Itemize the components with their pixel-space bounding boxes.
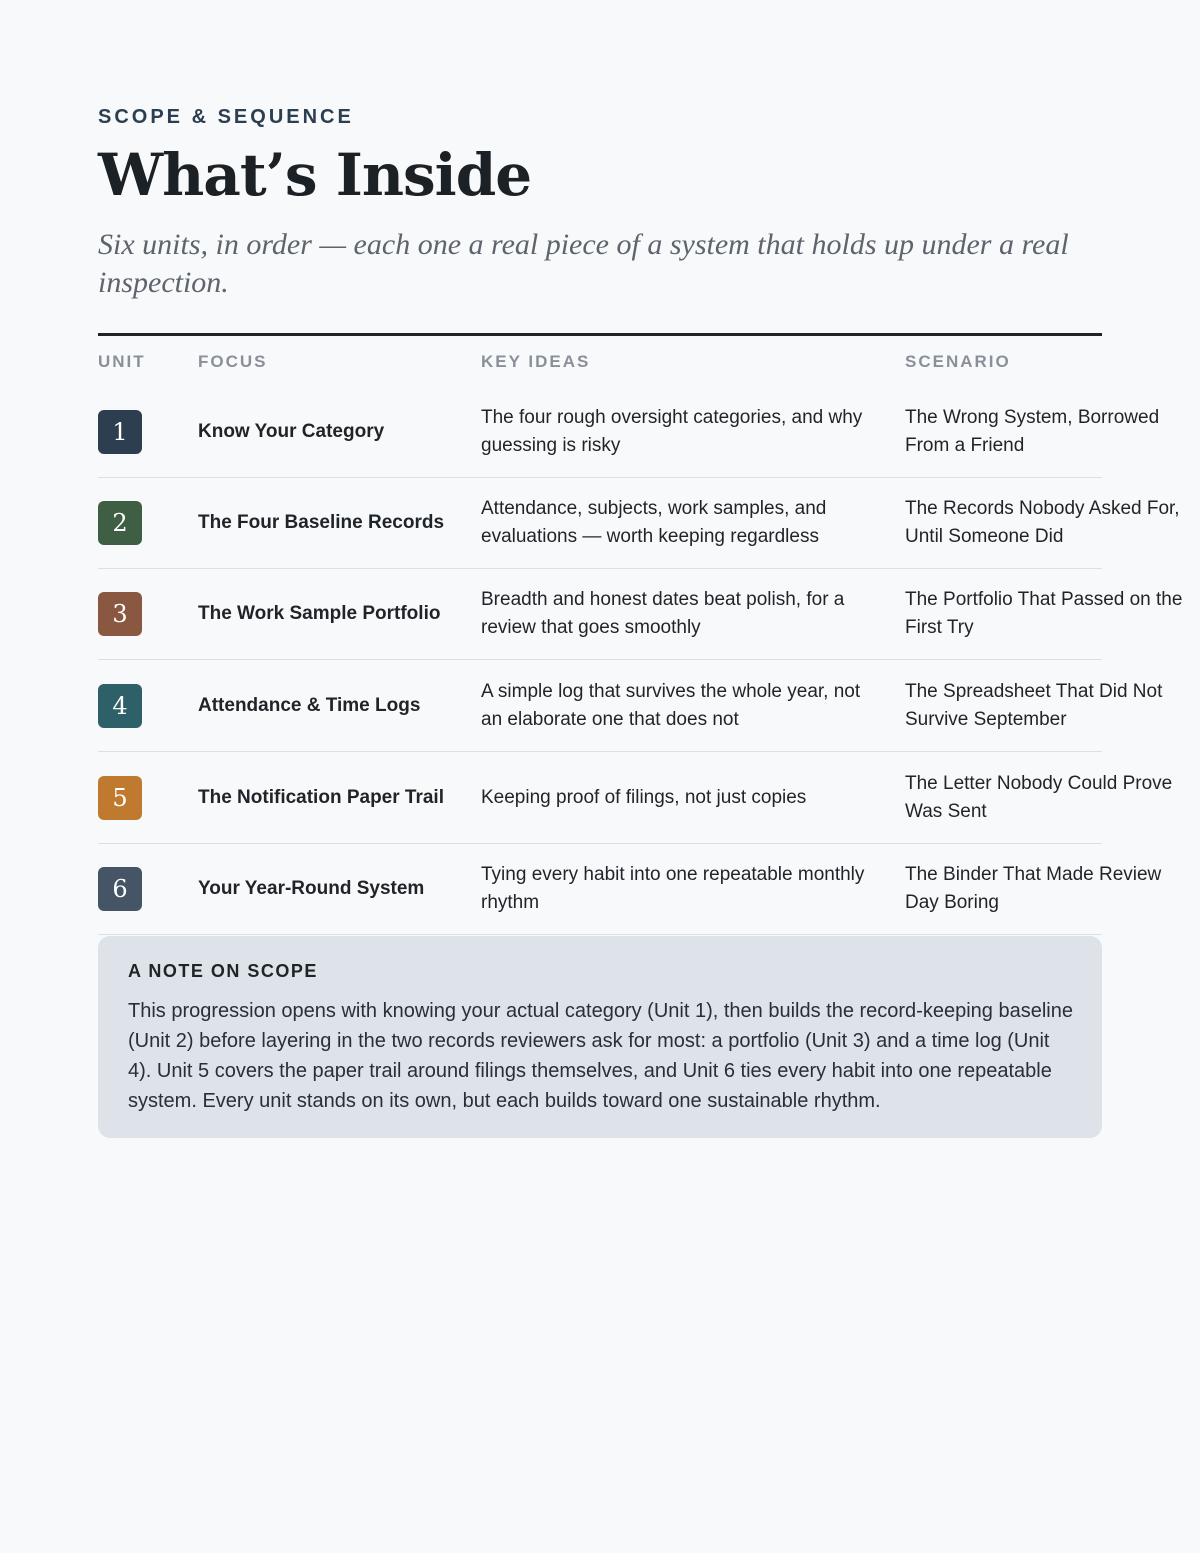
unit-number-badge: 5 <box>98 776 142 820</box>
unit-key-ideas: Tying every habit into one repeatable monthly rhythm <box>481 864 865 913</box>
table-row <box>98 387 1160 478</box>
unit-number-badge: 6 <box>98 867 142 911</box>
unit-focus: The Four Baseline Records <box>198 512 445 533</box>
column-header-scenario: SCENARIO <box>905 352 1011 371</box>
unit-scenario: The Records Nobody Asked For, Until Someone Did <box>905 498 1180 547</box>
unit-key-ideas: A simple log that survives the whole year, not an elaborate one that does not <box>481 681 861 730</box>
header-rule <box>98 333 1102 336</box>
table-row <box>98 844 1162 935</box>
unit-focus: The Work Sample Portfolio <box>198 603 441 624</box>
table-row <box>98 478 1180 569</box>
column-header-focus: FOCUS <box>198 352 268 371</box>
unit-scenario: The Spreadsheet That Did Not Survive September <box>905 681 1163 730</box>
row-divider <box>98 751 1102 752</box>
unit-key-ideas: Keeping proof of filings, not just copies <box>481 787 807 808</box>
unit-key-ideas: The four rough oversight categories, and why guessing is risky <box>481 407 863 456</box>
row-divider <box>98 659 1102 660</box>
unit-number-badge: 4 <box>98 684 142 728</box>
column-header-unit: UNIT <box>98 352 146 371</box>
scope-note-body: This progression opens with knowing your actual category (Unit 1), then builds the record-keeping baseline (Unit 2) before layering in the two records reviewers ask for most: a portfolio (Unit 3) and a time log (Unit 4). Unit 5 covers the paper trail around filings themselves, and Unit 6 ties every habit into one repeatable system. Every unit stands on its own, but each builds toward one sustainable rhythm. <box>128 1000 1073 1112</box>
table-row <box>98 753 1173 844</box>
unit-focus: The Notification Paper Trail <box>198 787 444 808</box>
unit-scenario: The Portfolio That Passed on the First Try <box>905 589 1183 638</box>
table-row <box>98 661 1163 752</box>
page-subtitle: Six units, in order — each one a real piece of a system that holds up under a real inspection. <box>98 228 1069 299</box>
unit-number-badge: 2 <box>98 501 142 545</box>
scope-note-title: A NOTE ON SCOPE <box>128 961 318 981</box>
unit-key-ideas: Attendance, subjects, work samples, and evaluations — worth keeping regardless <box>481 498 827 547</box>
unit-key-ideas: Breadth and honest dates beat polish, for a review that goes smoothly <box>481 589 845 638</box>
unit-scenario: The Binder That Made Review Day Boring <box>905 864 1162 913</box>
table-row <box>98 569 1183 660</box>
unit-scenario: The Wrong System, Borrowed From a Friend <box>905 407 1160 456</box>
unit-scenario: The Letter Nobody Could Prove Was Sent <box>905 773 1173 822</box>
unit-focus: Attendance & Time Logs <box>198 695 421 716</box>
unit-number-badge: 3 <box>98 592 142 636</box>
eyebrow-label: SCOPE & SEQUENCE <box>98 106 354 128</box>
page-title: What’s Inside <box>98 141 532 209</box>
unit-focus: Your Year-Round System <box>198 878 425 899</box>
column-header-key-ideas: KEY IDEAS <box>481 352 591 371</box>
unit-number-badge: 1 <box>98 410 142 454</box>
row-divider <box>98 934 1102 935</box>
unit-focus: Know Your Category <box>198 421 385 442</box>
